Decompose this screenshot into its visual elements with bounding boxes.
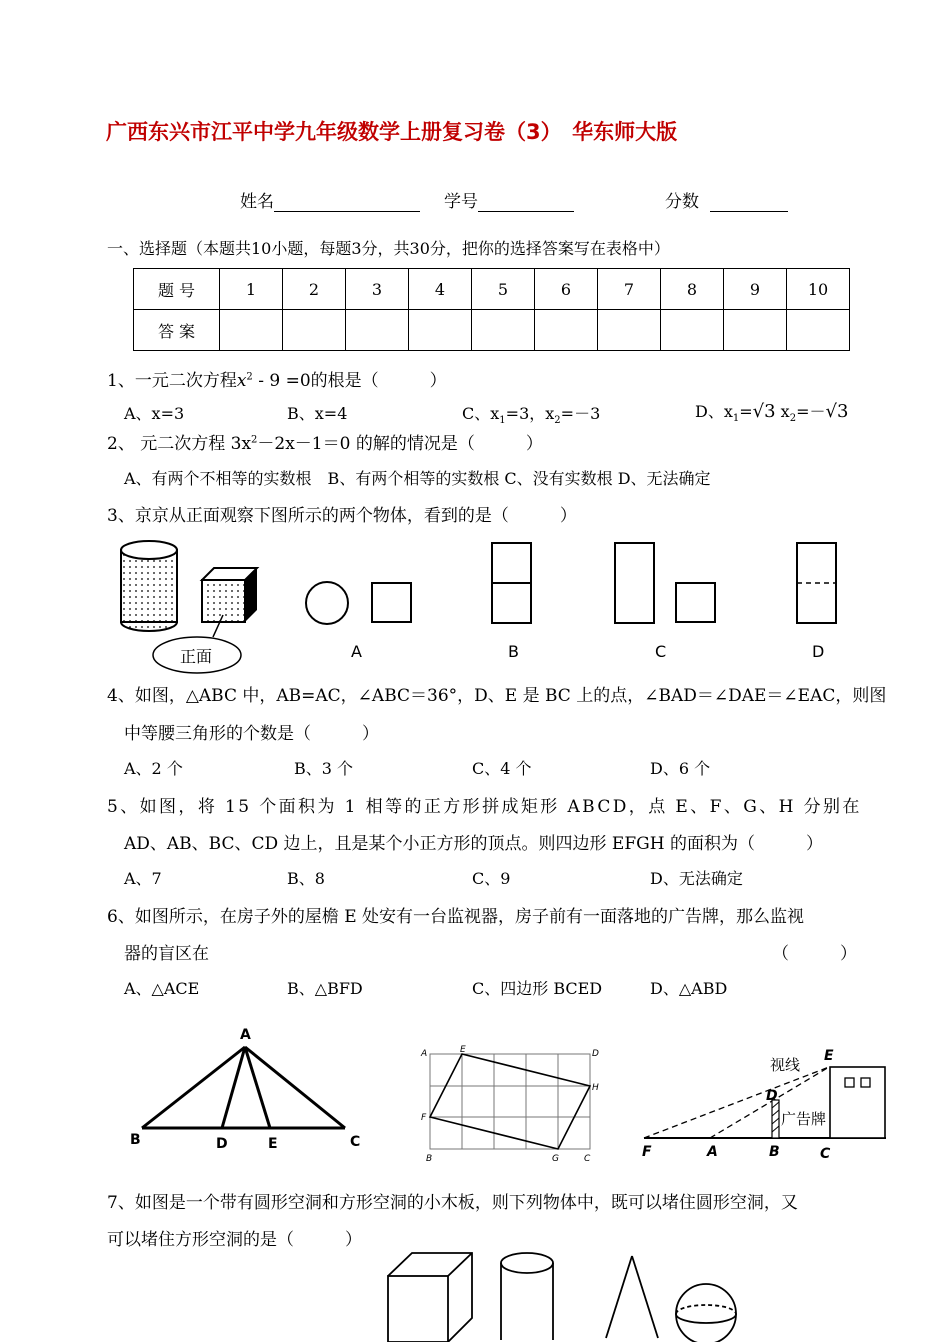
table-cell: 3: [346, 269, 409, 310]
answer-cell[interactable]: [346, 310, 409, 351]
sphere-shape: [676, 1284, 736, 1342]
option-c-label: C: [655, 642, 667, 661]
q1-suffix: 的根是（ ）: [310, 371, 447, 391]
score-field[interactable]: [665, 187, 788, 212]
label-d: D: [766, 1088, 778, 1104]
table-cell: 4: [409, 269, 472, 310]
answer-cell[interactable]: [661, 310, 724, 351]
question-4-line1: 4、如图，△ABC 中，AB=AC，∠ABC＝36°，D、E 是 BC 上的点，∠BAD＝∠DAE＝∠EAC，则图: [107, 686, 887, 706]
question-6-line1: 6、如图所示，在房子外的屋檐 E 处安有一台监视器，房子前有一面落地的广告牌，那么监视: [107, 907, 805, 927]
question-4-line2: 中等腰三角形的个数是（ ）: [124, 724, 379, 744]
q1-option-c: C、$x_1=3$，$x_2=-3$: [462, 404, 601, 427]
option-a-label: A: [351, 642, 362, 661]
option-a-circle: [306, 582, 348, 624]
name-label: 姓名: [240, 192, 274, 212]
question-6-paren: （ ）: [772, 944, 857, 964]
name-field[interactable]: [240, 187, 420, 212]
row-label-question: 题 号: [134, 269, 220, 310]
page-title: 广西东兴市江平中学九年级数学上册复习卷（3） 华东师大版: [106, 120, 678, 144]
question-5-line1: 5、如图，将 15 个面积为 1 相等的正方形拼成矩形 ABCD，点 E、F、G、H 分别在: [107, 797, 862, 817]
billboard-label: 广告牌: [781, 1110, 827, 1128]
option-a-square: [372, 583, 411, 622]
sight-line-label: 视线: [770, 1056, 801, 1074]
row-label-answer: 答 案: [134, 310, 220, 351]
cube: [202, 568, 257, 622]
score-label: 分数: [665, 192, 699, 212]
q1-d-text: x: [780, 402, 790, 421]
grid-label-d: D: [592, 1049, 599, 1059]
answer-cell[interactable]: [724, 310, 787, 351]
vertex-a-label: A: [240, 1027, 251, 1043]
q1-option-d: D、$x_1=√3$ $x_2=-√3$: [695, 401, 849, 425]
question-6-line2: 器的盲区在: [124, 944, 209, 964]
q6-option-b: B、△BFD: [287, 979, 363, 998]
question-5-line2: AD、AB、BC、CD 边上，且是某个小正方形的顶点。则四边形 EFGH 的面积为（ ）: [124, 834, 823, 854]
question-7-line2: 可以堵住方形空洞的是（ ）: [107, 1230, 362, 1250]
table-cell: 5: [472, 269, 535, 310]
q7-figure: [380, 1248, 750, 1342]
question-7-line1: 7、如图是一个带有圆形空洞和方形空洞的小木板，则下列物体中，既可以堵住圆形空洞，又: [107, 1193, 798, 1213]
question-1: 1、一元二次方程$x^2 - 9 =0$的根是（ ）: [107, 371, 447, 391]
triangle-figure: [120, 1022, 380, 1157]
grid-label-e: E: [460, 1045, 466, 1055]
q2-text: －2x－1＝0 的解的情况是（ ）: [257, 434, 543, 454]
monitor-figure: [636, 1040, 896, 1165]
q6-option-a: A、△ACE: [124, 979, 200, 998]
table-row: [134, 269, 850, 310]
q2-options: A、有两个不相等的实数根 B、有两个相等的实数根 C、没有实数根 D、无法确定: [124, 469, 711, 488]
q2-text: 2、 元二次方程 3x: [107, 434, 252, 454]
answer-cell[interactable]: [409, 310, 472, 351]
grid-label-b: B: [426, 1154, 433, 1164]
vertex-c-label: C: [350, 1134, 361, 1150]
q4-option-b: B、3 个: [294, 759, 354, 778]
label-a: A: [707, 1144, 718, 1160]
q1-d-text: D、x: [695, 402, 733, 421]
question-3: 3、京京从正面观察下图所示的两个物体，看到的是（ ）: [107, 506, 577, 526]
option-c-square: [676, 583, 715, 622]
vertex-b-label: B: [130, 1132, 141, 1148]
cylinder: [121, 541, 177, 631]
table-row: [134, 310, 850, 351]
section-heading: 一、选择题（本题共10小题，每题3分，共30分，把你的选择答案写在表格中）: [107, 239, 670, 258]
cone-shape: [606, 1256, 658, 1338]
answer-cell[interactable]: [220, 310, 283, 351]
grid-label-a: A: [421, 1049, 428, 1059]
grid-figure: [418, 1044, 608, 1166]
answer-table: [133, 268, 850, 351]
answer-cell[interactable]: [535, 310, 598, 351]
label-b: B: [769, 1144, 780, 1160]
student-id-field[interactable]: [444, 187, 574, 212]
table-cell: 10: [787, 269, 850, 310]
answer-cell[interactable]: [283, 310, 346, 351]
table-cell: 2: [283, 269, 346, 310]
q5-option-a: A、7: [124, 869, 162, 888]
q5-option-b: B、8: [287, 869, 325, 888]
table-cell: 7: [598, 269, 661, 310]
quadrilateral-efgh: [430, 1054, 590, 1149]
q3-figure: [110, 535, 870, 680]
cylinder-shape: [501, 1253, 553, 1340]
option-d-label: D: [812, 642, 825, 661]
answer-cell[interactable]: [598, 310, 661, 351]
q4-option-d: D、6 个: [650, 759, 711, 778]
vertex-e-label: E: [268, 1136, 278, 1152]
q1-prefix: 1、一元二次方程: [107, 371, 237, 391]
student-id-label: 学号: [444, 192, 478, 212]
q1-option-b: B、x=4: [287, 404, 348, 423]
option-c-tall: [615, 543, 654, 623]
answer-cell[interactable]: [787, 310, 850, 351]
q1-c-text: C、x: [462, 404, 500, 423]
cube-shape: [388, 1253, 472, 1342]
label-e: E: [824, 1048, 834, 1064]
q4-option-c: C、4 个: [472, 759, 532, 778]
q4-option-a: A、2 个: [124, 759, 183, 778]
option-b-label: B: [508, 642, 519, 661]
grid-label-f: F: [421, 1113, 427, 1123]
front-label: 正面: [180, 647, 213, 666]
q1-c-text: =－3: [560, 404, 601, 423]
answer-cell[interactable]: [472, 310, 535, 351]
question-2: 2、 元二次方程 $3x^2-2x-1=0$ 的解的情况是（ ）: [107, 434, 543, 454]
q5-option-c: C、9: [472, 869, 511, 888]
label-f: F: [642, 1144, 652, 1160]
table-cell: 1: [220, 269, 283, 310]
q1-d-text: =: [739, 402, 753, 421]
q1-option-a: A、x=3: [124, 404, 185, 423]
table-cell: 6: [535, 269, 598, 310]
house: [830, 1067, 885, 1138]
table-cell: 8: [661, 269, 724, 310]
vertex-d-label: D: [216, 1136, 228, 1152]
table-cell: 9: [724, 269, 787, 310]
grid-label-g: G: [552, 1154, 559, 1164]
q5-option-d: D、无法确定: [650, 869, 743, 888]
q6-option-c: C、四边形 BCED: [472, 979, 603, 998]
q1-d-text: =－: [796, 402, 826, 421]
grid-label-h: H: [592, 1083, 599, 1093]
label-c: C: [820, 1146, 831, 1162]
q1-c-text: =3，x: [505, 404, 555, 423]
grid-label-c: C: [584, 1154, 591, 1164]
q6-option-d: D、△ABD: [650, 979, 728, 998]
